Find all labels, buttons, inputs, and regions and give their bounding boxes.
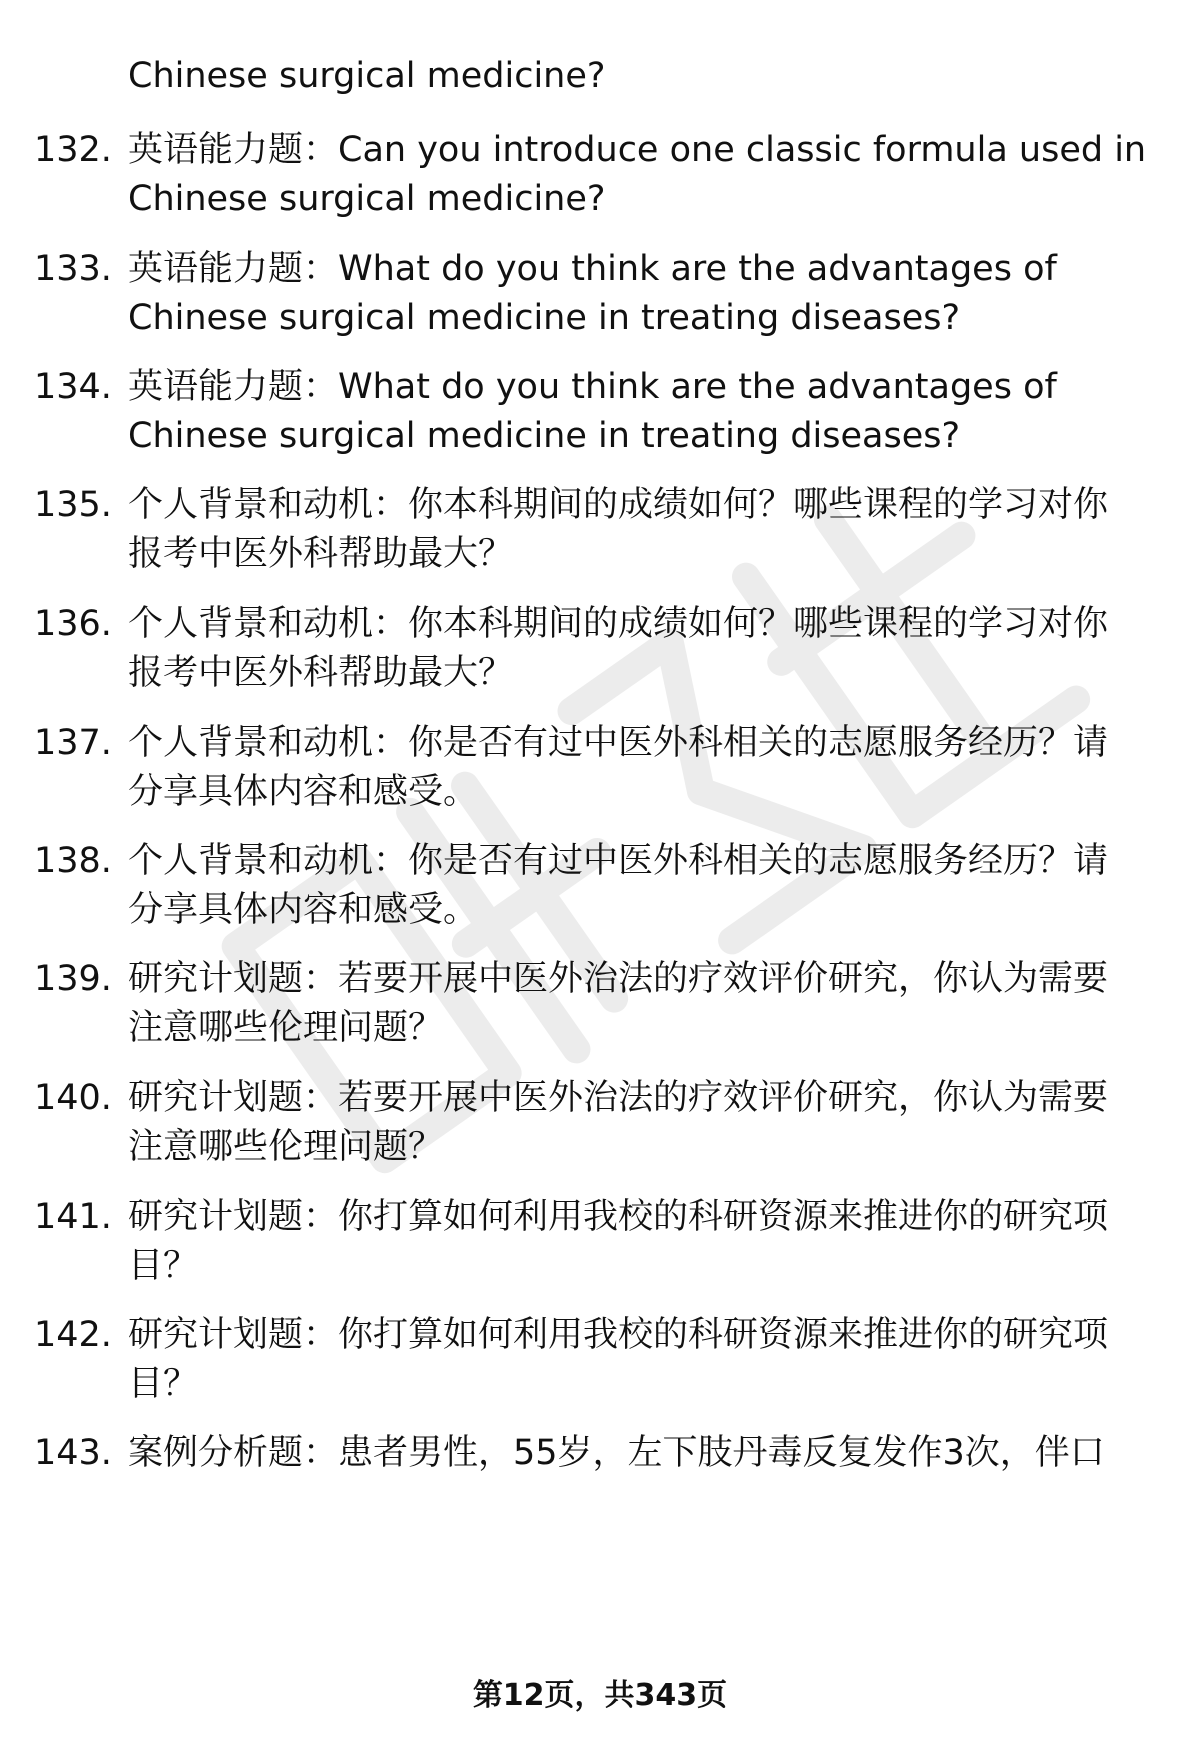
question-text [128,837,1138,935]
question-line: Chinese surgical medicine in treating diseases? [128,416,961,456]
question-text [128,363,1138,461]
question-text [128,481,1138,579]
question-line: 研究计划题：你打算如何利用我校的科研资源来推进你的研究项 [128,1197,1109,1237]
question-number: 138. [34,841,112,881]
question-text [128,719,1138,817]
question-line: 目？ [128,1364,199,1404]
question-line: 研究计划题：若要开展中医外治法的疗效评价研究，你认为需要 [128,959,1109,999]
question-line: 个人背景和动机：你是否有过中医外科相关的志愿服务经历？请 [128,723,1109,763]
question-line: 个人背景和动机：你是否有过中医外科相关的志愿服务经历？请 [128,841,1109,881]
question-text [128,52,1138,101]
question-number: 132. [34,130,112,170]
question-line: 个人背景和动机：你本科期间的成绩如何？哪些课程的学习对你 [128,485,1109,525]
question-line: 注意哪些伦理问题？ [128,1008,444,1048]
question-number: 134. [34,367,112,407]
question-text [128,126,1147,224]
question-line: 英语能力题：What do you think are the advantages of [128,249,1057,289]
question-number: 133. [34,249,112,289]
question-line: 研究计划题：若要开展中医外治法的疗效评价研究，你认为需要 [128,1078,1109,1118]
question-number: 142. [34,1315,112,1355]
question-line: Chinese surgical medicine? [128,56,606,96]
question-text [128,1429,1138,1478]
question-number: 140. [34,1078,112,1118]
question-line: 注意哪些伦理问题？ [128,1127,444,1167]
question-text [128,1074,1138,1172]
page-footer: 第12页，共343页 [472,1678,728,1713]
question-text [128,1311,1138,1409]
question-text [128,1193,1138,1291]
question-number: 139. [34,959,112,999]
question-number: 143. [34,1433,112,1473]
question-line: 英语能力题：Can you introduce one classic formula used in [128,130,1147,170]
question-text [128,600,1138,698]
question-line: 报考中医外科帮助最大？ [128,653,514,693]
question-number: 141. [34,1197,112,1237]
question-line: 分享具体内容和感受。 [128,772,479,812]
question-line: 目？ [128,1246,199,1286]
question-text [128,245,1138,343]
question-line: 英语能力题：What do you think are the advantages of [128,367,1057,407]
question-text [128,955,1138,1053]
question-number: 135. [34,485,112,525]
question-number: 137. [34,723,112,763]
question-line: 报考中医外科帮助最大？ [128,534,514,574]
question-line: 研究计划题：你打算如何利用我校的科研资源来推进你的研究项 [128,1315,1109,1355]
question-line: Chinese surgical medicine? [128,179,606,219]
question-line: 案例分析题：患者男性，55岁，左下肢丹毒反复发作3次，伴口 [128,1433,1105,1473]
question-number: 136. [34,604,112,644]
question-line: Chinese surgical medicine in treating diseases? [128,298,961,338]
question-line: 个人背景和动机：你本科期间的成绩如何？哪些课程的学习对你 [128,604,1109,644]
question-line: 分享具体内容和感受。 [128,890,479,930]
